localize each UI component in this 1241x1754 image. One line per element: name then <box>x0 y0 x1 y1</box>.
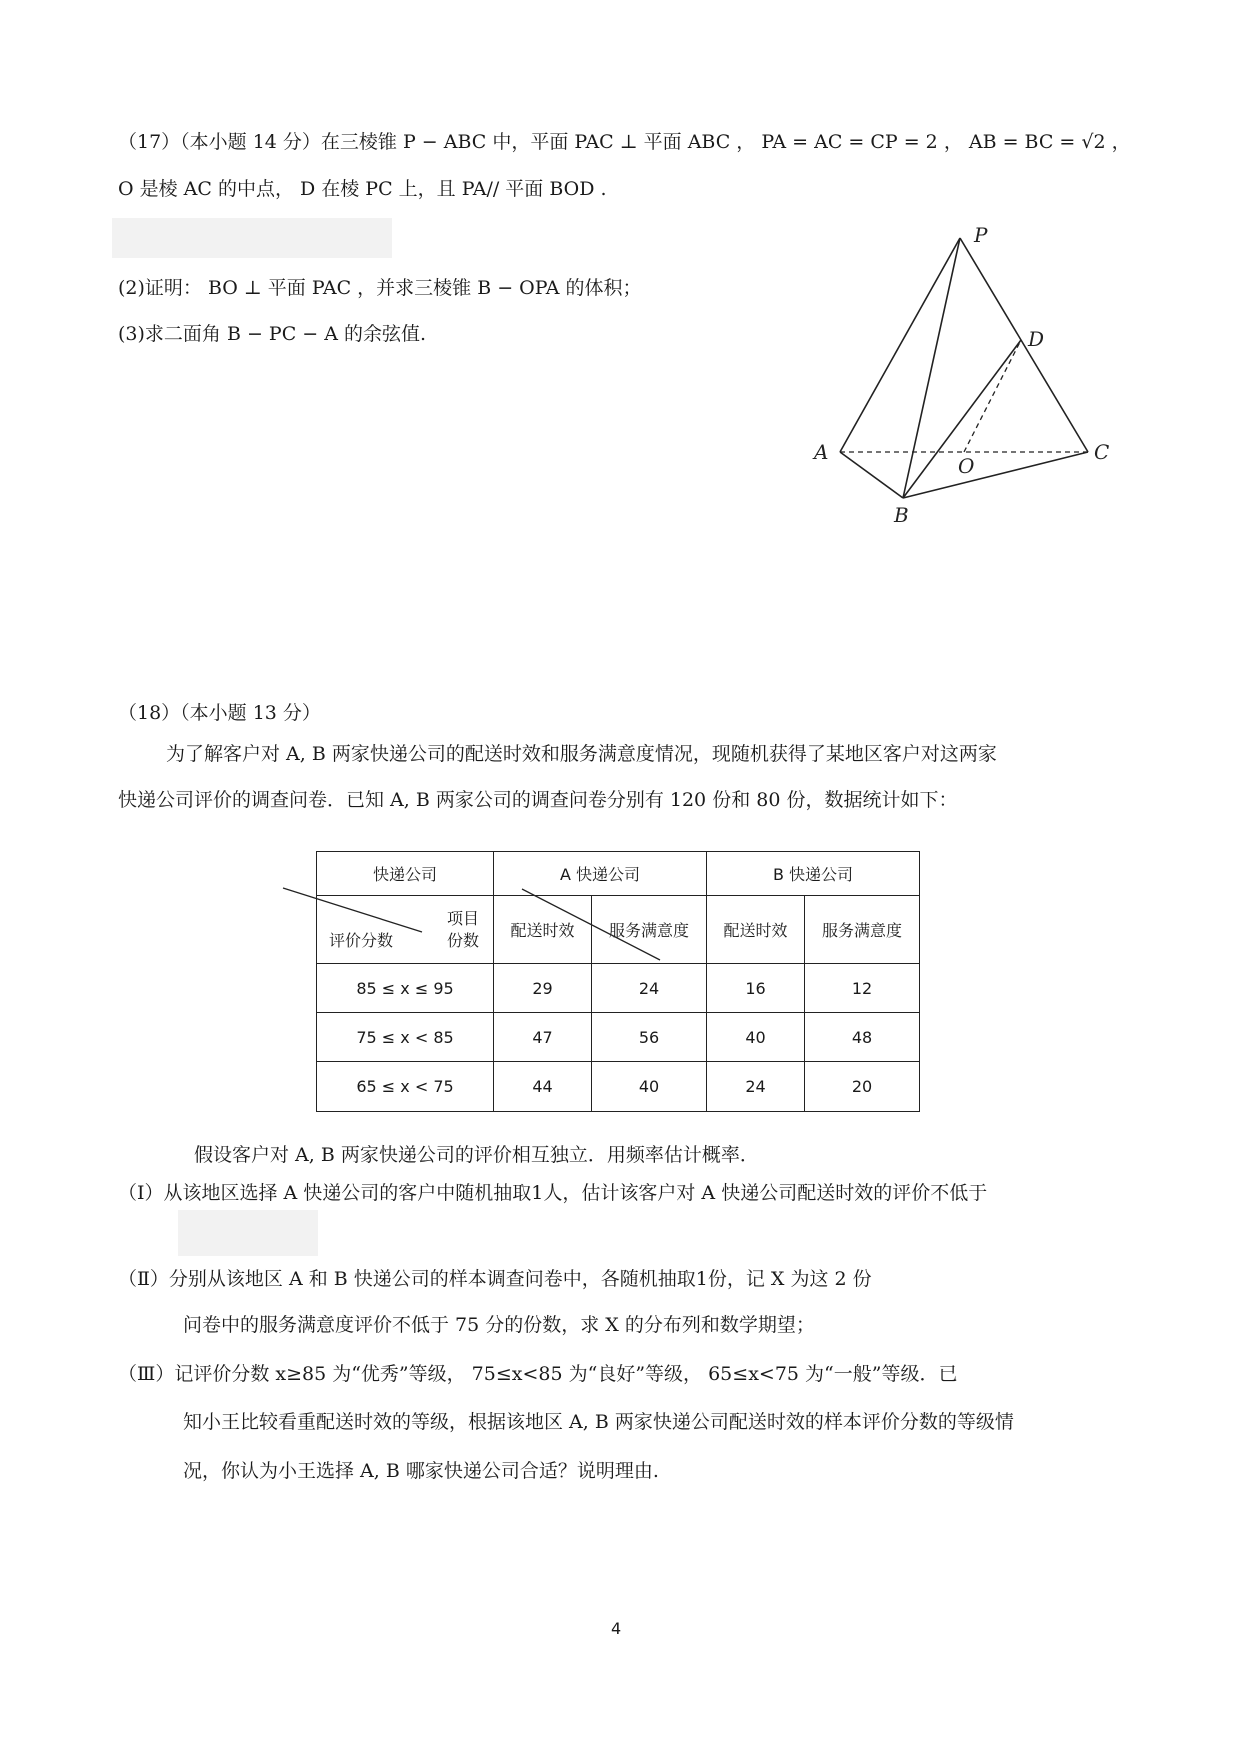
q17-stem-line1: （17）（本小题 14 分）在三棱锥 P − ABC 中，平面 PAC ⊥ 平面 ABC ， PA = AC = CP = 2 ， AB = BC = √2 ， <box>118 131 1131 153</box>
header-company-b: B 快递公司 <box>707 852 920 896</box>
col-header-a-service: 服务满意度 <box>592 896 707 964</box>
label-d: D <box>1028 327 1045 351</box>
q18-part2-line2: 问卷中的服务满意度评价不低于 75 分的份数，求 X 的分布列和数学期望； <box>183 1314 815 1336</box>
col-header-b-delivery: 配送时效 <box>707 896 805 964</box>
q18-assumption: 假设客户对 A, B 两家快递公司的评价相互独立．用频率估计概率． <box>194 1144 759 1166</box>
row-range: 75 ≤ x < 85 <box>317 1013 494 1062</box>
col-header-b-service: 服务满意度 <box>805 896 920 964</box>
table-row <box>317 1013 920 1062</box>
cell-value: 40 <box>707 1013 805 1062</box>
q18-part1: （Ⅰ）从该地区选择 A 快递公司的客户中随机抽取1人，估计该客户对 A 快递公司配送时效的评价不低于 <box>118 1182 988 1204</box>
cell-value: 47 <box>494 1013 592 1062</box>
diag-item-label: 项目 <box>446 909 479 928</box>
q18-intro-line1: 为了解客户对 A, B 两家快递公司的配送时效和服务满意度情况，现随机获得了某地区客户对这两家 <box>166 743 997 765</box>
cell-value: 12 <box>805 964 920 1013</box>
diag-count-label: 份数 <box>446 931 479 950</box>
header-company: 快递公司 <box>317 852 494 896</box>
cell-value: 48 <box>805 1013 920 1062</box>
cell-value: 24 <box>707 1062 805 1112</box>
q17-stem-line2: O 是棱 AC 的中点， D 在棱 PC 上，且 PA// 平面 BOD . <box>118 178 607 200</box>
label-a: A <box>814 440 829 464</box>
cell-value: 44 <box>494 1062 592 1112</box>
q18-part3-line3: 况，你认为小王选择 A, B 哪家快递公司合适？说明理由. <box>183 1460 659 1482</box>
q18-part3-line2: 知小王比较看重配送时效的等级，根据该地区 A, B 两家快递公司配送时效的样本评价分数的等级情 <box>183 1411 1014 1433</box>
label-o: O <box>958 454 975 478</box>
q18-intro-line2: 快递公司评价的调查问卷．已知 A, B 两家公司的调查问卷分别有 120 份和 80 份，数据统计如下： <box>118 789 958 811</box>
cell-value: 24 <box>592 964 707 1013</box>
cell-value: 29 <box>494 964 592 1013</box>
header-company-a: A 快递公司 <box>494 852 707 896</box>
cell-value: 20 <box>805 1062 920 1112</box>
col-header-a-delivery: 配送时效 <box>494 896 592 964</box>
diag-score-label: 评价分数 <box>329 931 394 950</box>
q18-heading: （18）（本小题 13 分） <box>118 702 321 724</box>
cell-value: 40 <box>592 1062 707 1112</box>
q17-part3: (3)求二面角 B − PC − A 的余弦值. <box>118 323 427 345</box>
label-c: C <box>1094 440 1110 464</box>
obscured-region <box>112 218 392 258</box>
table-row <box>317 1062 920 1112</box>
obscured-region <box>178 1210 318 1256</box>
page-number: 4 <box>611 1619 622 1638</box>
label-p: P <box>974 223 988 247</box>
row-range: 85 ≤ x ≤ 95 <box>317 964 494 1013</box>
cell-value: 56 <box>592 1013 707 1062</box>
q18-part2-line1: （Ⅱ）分别从该地区 A 和 B 快递公司的样本调查问卷中，各随机抽取1份，记 X 为这 2 份 <box>118 1268 872 1290</box>
pyramid-figure <box>800 220 1130 530</box>
table-diagonal-lines <box>270 880 670 970</box>
table-row <box>317 964 920 1013</box>
q18-part3-line1: （Ⅲ）记评价分数 x≥85 为“优秀”等级， 75≤x<85 为“良好”等级， 65≤x<75 为“一般”等级．已 <box>118 1363 958 1385</box>
label-b: B <box>894 503 909 527</box>
q17-part2: (2)证明： BO ⊥ 平面 PAC ，并求三棱锥 B − OPA 的体积； <box>118 277 642 299</box>
row-range: 65 ≤ x < 75 <box>317 1062 494 1112</box>
cell-value: 16 <box>707 964 805 1013</box>
